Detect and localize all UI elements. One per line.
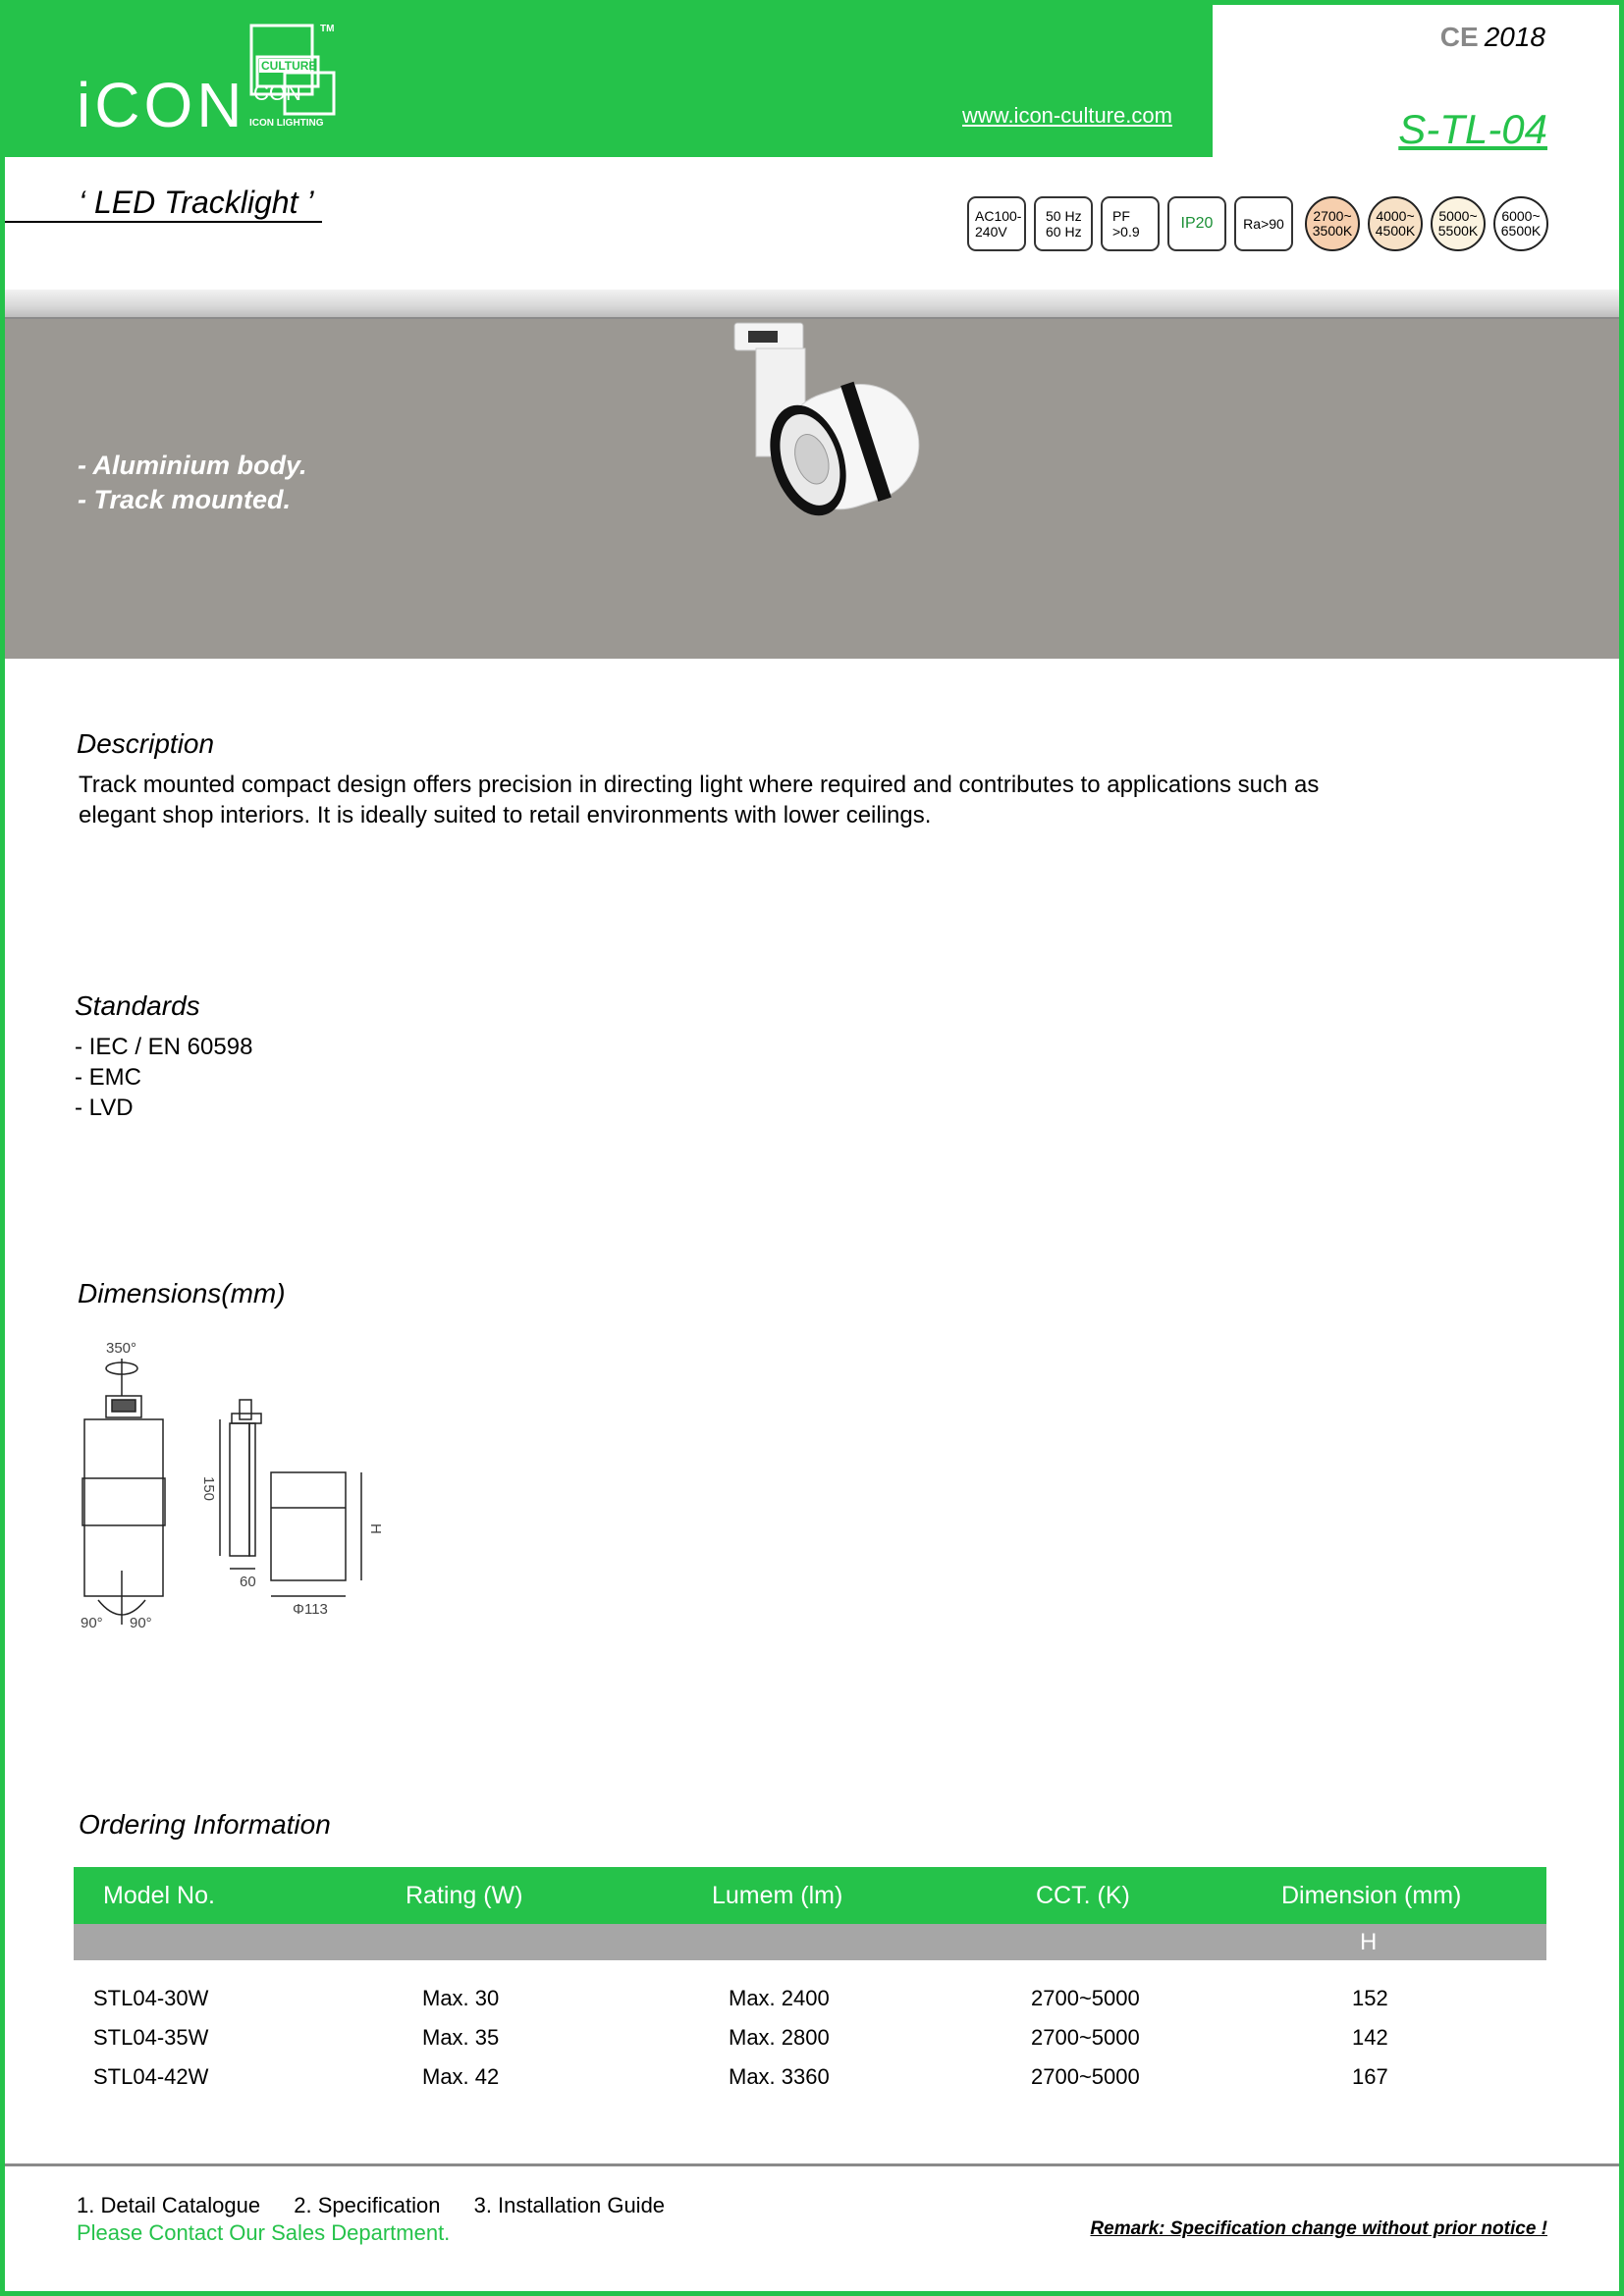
dimension-drawing <box>77 1335 391 1639</box>
description-text: Track mounted compact design offers precision in directing light where required and contributes to applications such as elegant shop interiors. It is ideally suited to retail environments with lower ceilings. <box>79 772 1320 828</box>
title-underline <box>5 221 322 223</box>
power-factor-badge: PF >0.9 <box>1101 196 1160 251</box>
header-dimension: Dimension (mm) <box>1281 1882 1462 1909</box>
svg-text:90°: 90° <box>81 1615 103 1631</box>
header-model: Model No. <box>103 1882 215 1909</box>
svg-text:Φ113: Φ113 <box>293 1601 328 1618</box>
table-subheader <box>74 1924 1546 1960</box>
link-specification[interactable]: 2. Specification <box>294 2193 441 2217</box>
model-code: S-TL-04 <box>1398 106 1547 152</box>
tracklight-image <box>717 299 952 594</box>
svg-text:60: 60 <box>240 1574 256 1590</box>
link-detail-catalogue[interactable]: 1. Detail Catalogue <box>77 2193 261 2217</box>
frequency-badge: 50 Hz 60 Hz <box>1034 196 1093 251</box>
svg-text:H: H <box>367 1523 384 1534</box>
ce-mark-icon: CE <box>1439 22 1479 52</box>
spec-badges <box>967 196 1293 251</box>
feature-item: - Aluminium body. <box>78 451 307 480</box>
link-installation-guide[interactable]: 3. Installation Guide <box>473 2193 666 2217</box>
logo-subtitle-text: ICON LIGHTING <box>249 118 324 129</box>
ordering-table <box>74 1867 1546 2096</box>
feature-list <box>78 449 306 517</box>
website-link[interactable]: www.icon-culture.com <box>962 103 1172 128</box>
table-row: STL04-42W Max. 42 Max. 3360 2700~5000 167 <box>93 2064 1388 2089</box>
svg-text:350°: 350° <box>106 1340 137 1357</box>
table-row: STL04-30W Max. 30 Max. 2400 2700~5000 152 <box>93 1986 1388 2010</box>
standard-item: - LVD <box>75 1095 134 1121</box>
remark-text: Remark: Specification change without prior notice ! <box>1090 2218 1547 2239</box>
header-cct: CCT. (K) <box>1036 1882 1130 1909</box>
header-rating: Rating (W) <box>406 1882 523 1909</box>
ce-year-mark <box>1440 22 1545 53</box>
year: 2018 <box>1484 22 1545 52</box>
product-title: ‘ LED Tracklight ’ <box>79 185 314 220</box>
footer-divider <box>5 2163 1619 2166</box>
cct-4000-4500: 4000~ 4500K <box>1368 196 1423 251</box>
standard-item: - IEC / EN 60598 <box>75 1034 253 1060</box>
cct-6000-6500: 6000~ 6500K <box>1493 196 1548 251</box>
standards-list <box>75 1032 252 1123</box>
voltage-badge: AC100- 240V <box>967 196 1026 251</box>
brand-name: iCON <box>77 70 246 140</box>
description-title: Description <box>77 728 215 759</box>
cct-5000-5500: 5000~ 5500K <box>1431 196 1486 251</box>
ip-rating-badge: IP20 <box>1167 196 1226 251</box>
table-row: STL04-35W Max. 35 Max. 2800 2700~5000 142 <box>93 2025 1388 2050</box>
ordering-title: Ordering Information <box>79 1809 331 1840</box>
cct-options <box>1305 196 1548 251</box>
standard-item: - EMC <box>75 1064 141 1091</box>
logo-culture-text: CULTURE <box>261 59 317 73</box>
feature-item: - Track mounted. <box>78 485 292 514</box>
product-hero <box>5 290 1619 659</box>
icon-culture-logo <box>245 22 344 130</box>
logo-con-text: CON <box>253 80 301 105</box>
svg-text:90°: 90° <box>130 1615 152 1631</box>
cct-2700-3500: 2700~ 3500K <box>1305 196 1360 251</box>
contact-text: Please Contact Our Sales Department. <box>77 2220 451 2245</box>
dimensions-title: Dimensions(mm) <box>78 1278 286 1308</box>
table-header <box>74 1867 1546 1924</box>
subheader-h: H <box>1360 1929 1378 1955</box>
cri-badge: Ra>90 <box>1234 196 1293 251</box>
standards-title: Standards <box>75 990 200 1021</box>
svg-text:150: 150 <box>200 1476 217 1502</box>
footer-links <box>77 2193 692 2218</box>
header-lumen: Lumem (lm) <box>712 1882 843 1909</box>
header-banner <box>0 0 1213 157</box>
trademark-text: TM <box>320 24 335 34</box>
